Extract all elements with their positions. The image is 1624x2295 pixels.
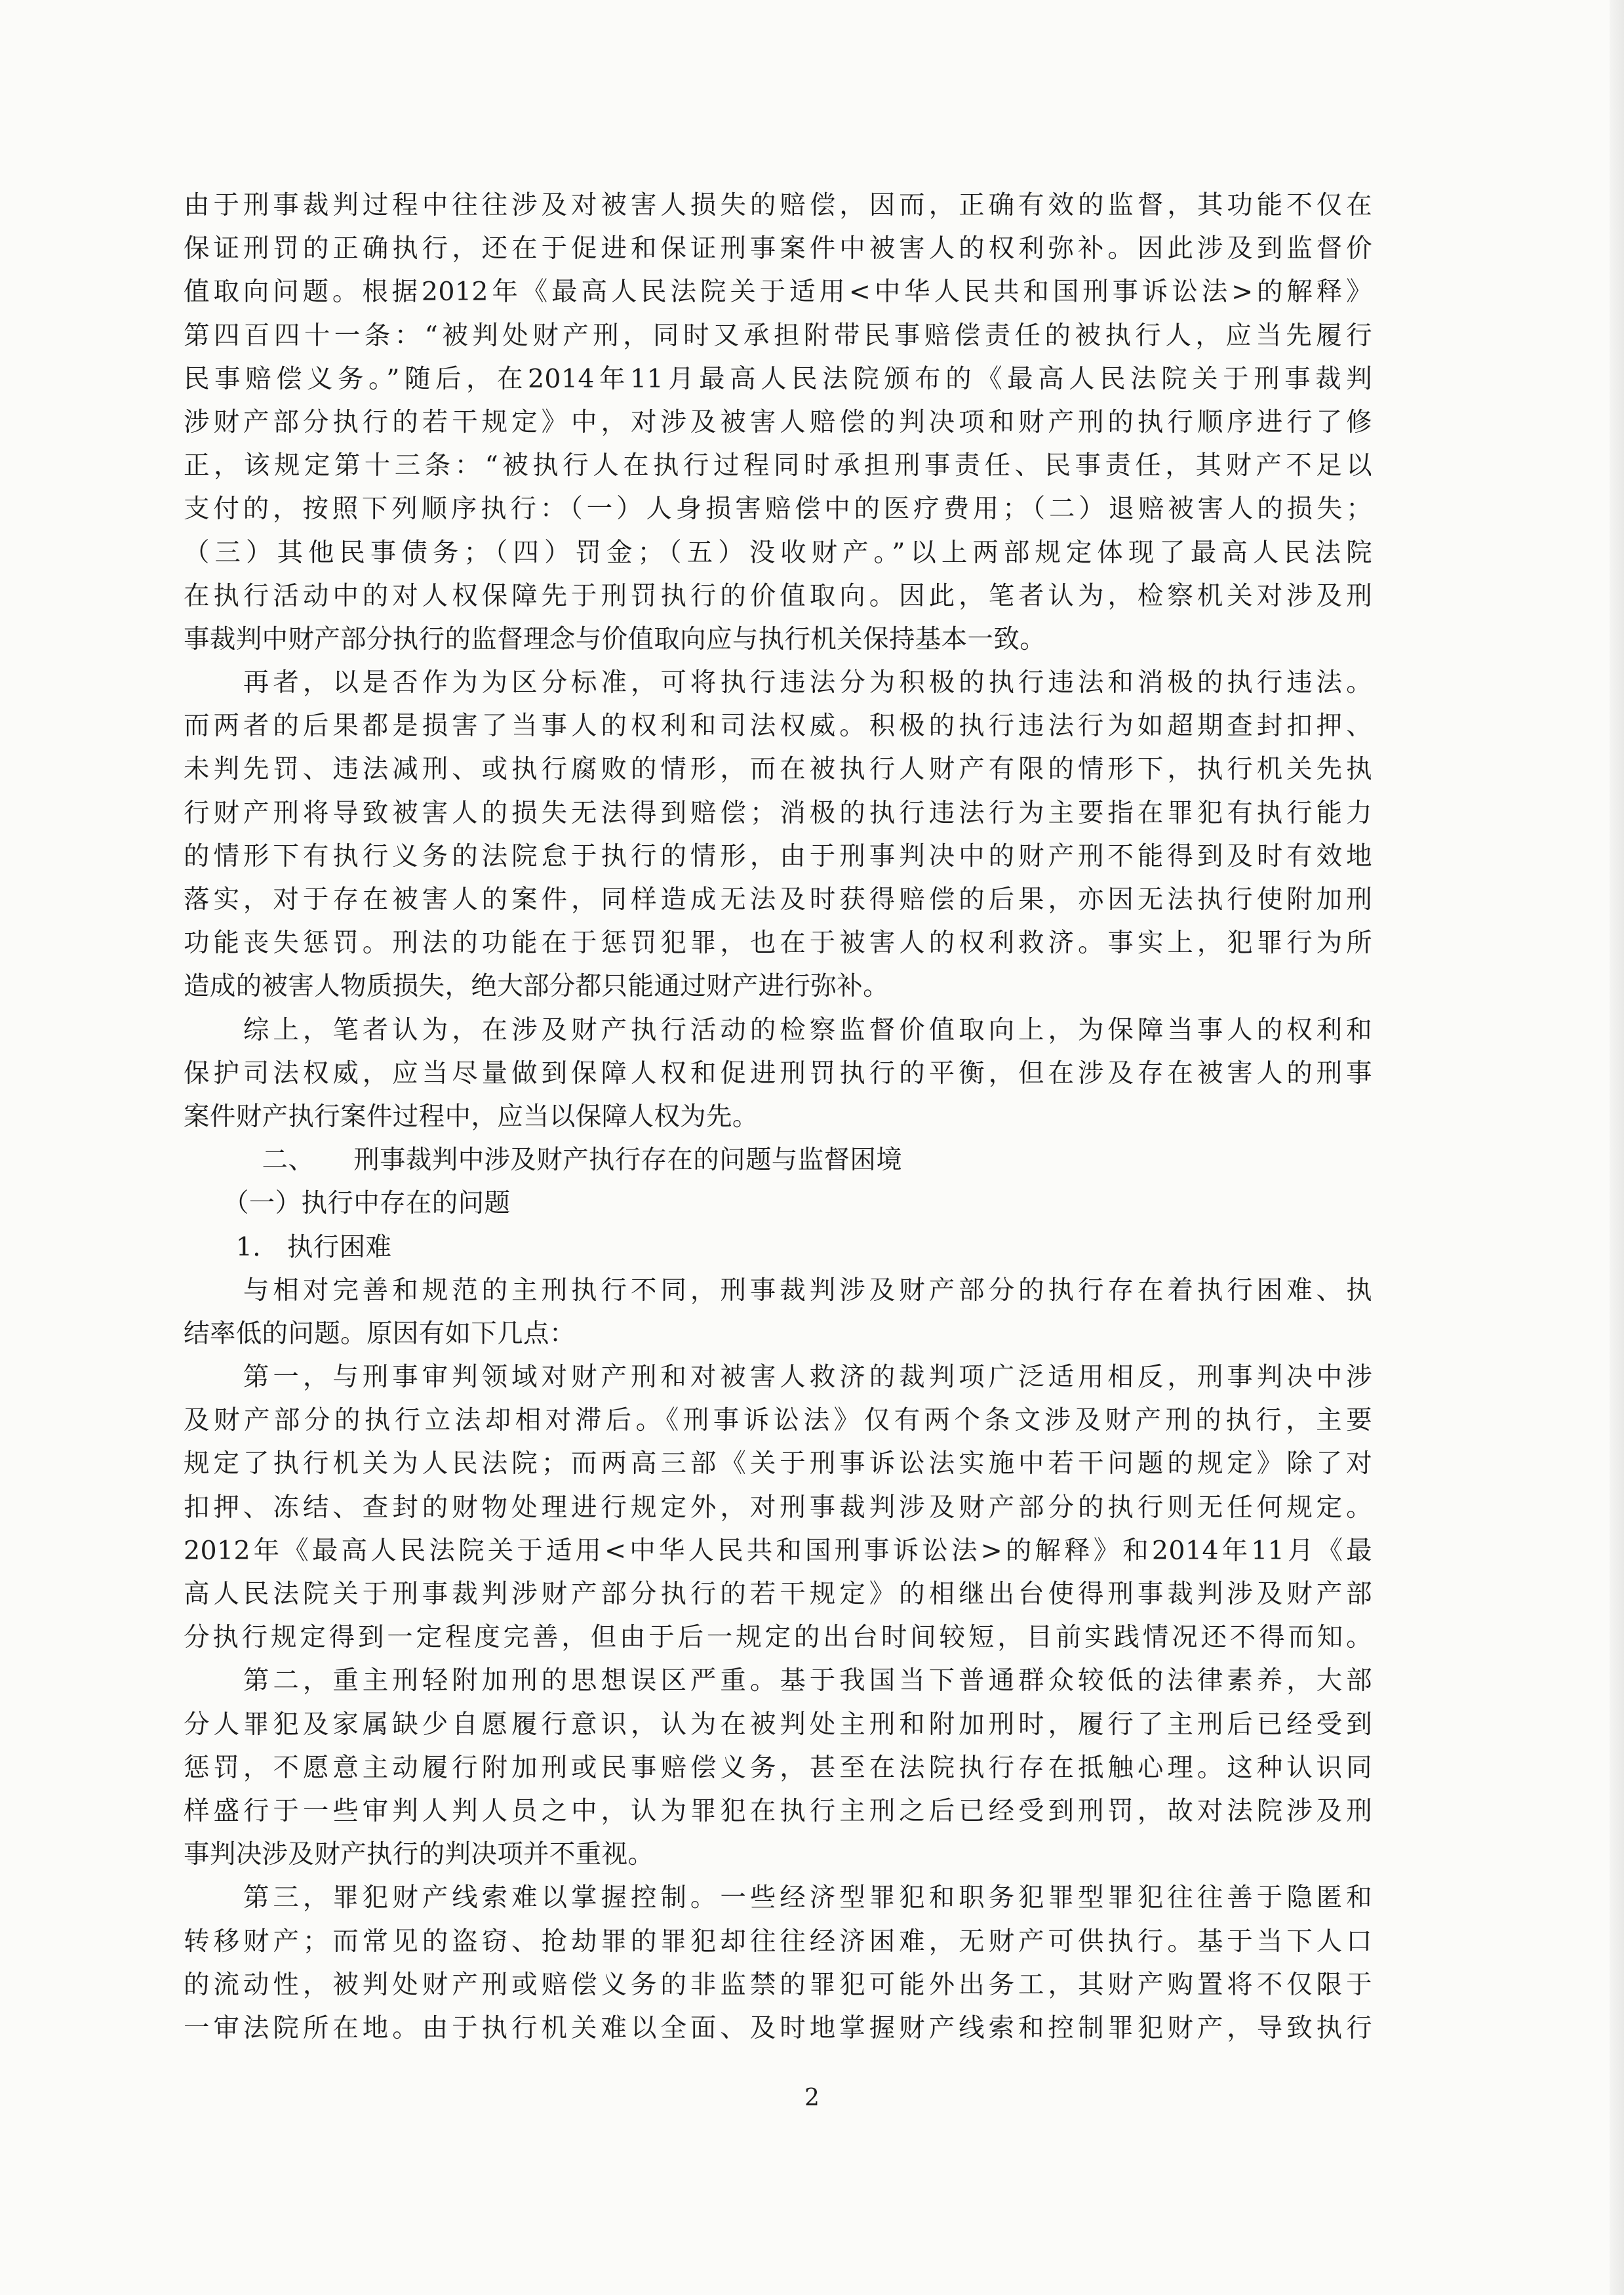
text-line: 第三，罪犯财产线索难以掌握控制。一些经济型罪犯和职务犯罪型罪犯往往善于隐匿和 (184, 1883, 1372, 1913)
text-line: 转移财产；而常见的盗窃、抢劫罪的罪犯却往往经济困难，无财产可供执行。基于当下人口 (184, 1926, 1372, 1957)
text-line: 2012年《最高人民法院关于适用<中华人民共和国刑事诉讼法>的解释》和2014年11月《最 (184, 1535, 1372, 1566)
text-line: 民事赔偿义务。”随后，在2014年11月最高人民法院颁布的《最高人民法院关于刑事裁判 (184, 363, 1372, 394)
text-line: 在执行活动中的对人权保障先于刑罚执行的价值取向。因此，笔者认为，检察机关对涉及刑 (184, 580, 1372, 611)
text-line: 第四百四十一条：“被判处财产刑，同时又承担附带民事赔偿责任的被执行人，应当先履行 (184, 320, 1372, 351)
text-line: 案件财产执行案件过程中，应当以保障人权为先。 (184, 1101, 759, 1132)
text-line: 涉财产部分执行的若干规定》中，对涉及被害人赔偿的判决项和财产刑的执行顺序进行了修 (184, 407, 1372, 437)
text-line: 二、 刑事裁判中涉及财产执行存在的问题与监督困境 (184, 1145, 903, 1176)
text-line: 第一，与刑事审判领域对财产刑和对被害人救济的裁判项广泛适用相反，刑事判决中涉 (184, 1362, 1372, 1393)
text-line: 再者，以是否作为为区分标准，可将执行违法分为积极的执行违法和消极的执行违法。 (184, 668, 1372, 698)
text-line: 综上，笔者认为，在涉及财产执行活动的检察监督价值取向上，为保障当事人的权利和 (184, 1014, 1372, 1045)
text-line: 样盛行于一些审判人判人员之中，认为罪犯在执行主刑之后已经受到刑罚，故对法院涉及刑 (184, 1795, 1372, 1826)
text-line: 功能丧失惩罚。刑法的功能在于惩罚犯罪，也在于被害人的权利救济。事实上，犯罪行为所 (184, 928, 1372, 959)
text-line: 规定了执行机关为人民法院；而两高三部《关于刑事诉讼法实施中若干问题的规定》除了对 (184, 1448, 1372, 1479)
text-line: 行财产刑将导致被害人的损失无法得到赔偿；消极的执行违法行为主要指在罪犯有执行能力 (184, 797, 1372, 828)
text-line: 1. 执行困难 (184, 1231, 392, 1262)
text-line: 保证刑罚的正确执行，还在于促进和保证刑事案件中被害人的权利弥补。因此涉及到监督价 (184, 233, 1372, 264)
text-line: 及财产部分的执行立法却相对滞后。《刑事诉讼法》仅有两个条文涉及财产刑的执行，主要 (184, 1405, 1372, 1436)
text-line: 由于刑事裁判过程中往往涉及对被害人损失的赔偿，因而，正确有效的监督，其功能不仅在 (184, 190, 1372, 220)
text-line: 分执行规定得到一定程度完善，但由于后一规定的出台时间较短，目前实践情况还不得而知。 (184, 1622, 1372, 1653)
document-body (184, 184, 1372, 2050)
text-line: 未判先罚、违法减刑、或执行腐败的情形，而在被执行人财产有限的情形下，执行机关先执 (184, 754, 1372, 785)
page-number: 2 (804, 2085, 820, 2111)
text-line: 事判决涉及财产执行的判决项并不重视。 (184, 1839, 654, 1870)
text-line: 扣押、冻结、查封的财物处理进行规定外，对刑事裁判涉及财产部分的执行则无任何规定。 (184, 1492, 1372, 1523)
text-line: （三）其他民事债务；（四）罚金；（五）没收财产。”以上两部规定体现了最高人民法院 (184, 537, 1372, 568)
text-line: 造成的被害人物质损失，绝大部分都只能通过财产进行弥补。 (184, 971, 889, 1002)
text-line: 的流动性，被判处财产刑或赔偿义务的非监禁的罪犯可能外出务工，其财产购置将不仅限于 (184, 1969, 1372, 2000)
text-line: 正，该规定第十三条：“被执行人在执行过程同时承担刑事责任、民事责任，其财产不足以 (184, 450, 1372, 481)
text-line: 惩罚，不愿意主动履行附加刑或民事赔偿义务，甚至在法院执行存在抵触心理。这种认识同 (184, 1752, 1372, 1783)
text-line: 的情形下有执行义务的法院怠于执行的情形，由于刑事判决中的财产刑不能得到及时有效地 (184, 841, 1372, 871)
text-line: 落实，对于存在被害人的案件，同样造成无法及时获得赔偿的后果，亦因无法执行使附加刑 (184, 885, 1372, 915)
text-line: 高人民法院关于刑事裁判涉财产部分执行的若干规定》的相继出台使得刑事裁判涉及财产部 (184, 1579, 1372, 1609)
text-line: 分人罪犯及家属缺少自愿履行意识，认为在被判处主刑和附加刑时，履行了主刑后已经受到 (184, 1709, 1372, 1740)
text-line: 一审法院所在地。由于执行机关难以全面、及时地掌握财产线索和控制罪犯财产，导致执行 (184, 2012, 1372, 2043)
text-line: 保护司法权威，应当尽量做到保障人权和促进刑罚执行的平衡，但在涉及存在被害人的刑事 (184, 1058, 1372, 1088)
text-line: （一）执行中存在的问题 (184, 1188, 511, 1219)
text-line: 支付的，按照下列顺序执行：（一）人身损害赔偿中的医疗费用；（二）退赔被害人的损失； (184, 494, 1372, 525)
text-line: 而两者的后果都是损害了当事人的权利和司法权威。积极的执行违法行为如超期查封扣押、 (184, 711, 1372, 742)
text-line: 值取向问题。根据2012年《最高人民法院关于适用<中华人民共和国刑事诉讼法>的解释》 (184, 277, 1372, 308)
scan-edge (1610, 0, 1624, 2295)
text-line: 与相对完善和规范的主刑执行不同，刑事裁判涉及财产部分的执行存在着执行困难、执 (184, 1275, 1372, 1306)
text-line: 结率低的问题。原因有如下几点： (184, 1318, 576, 1349)
text-line: 第二，重主刑轻附加刑的思想误区严重。基于我国当下普通群众较低的法律素养，大部 (184, 1666, 1372, 1696)
text-line: 事裁判中财产部分执行的监督理念与价值取向应与执行机关保持基本一致。 (184, 624, 1046, 654)
